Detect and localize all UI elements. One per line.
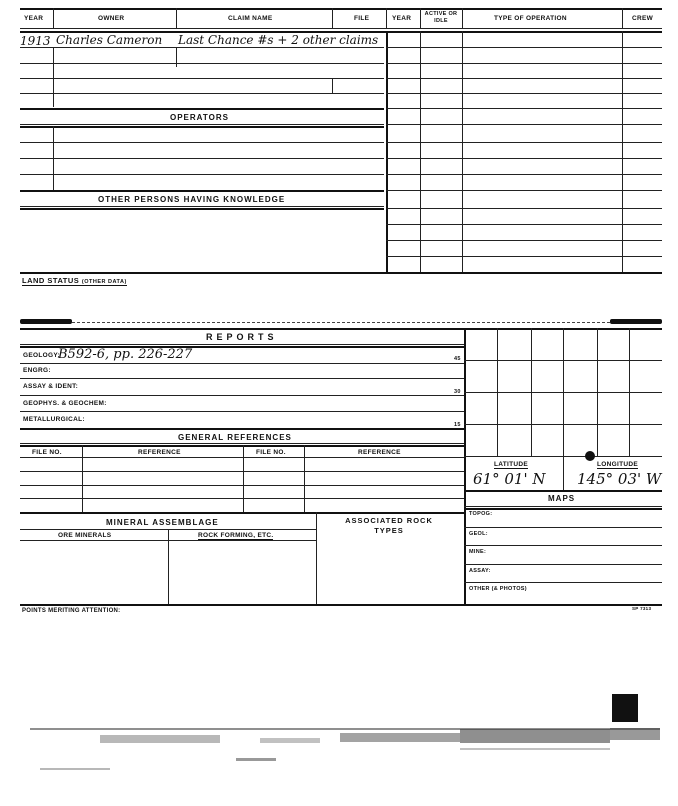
general-references-heading: GENERAL REFERENCES xyxy=(178,433,292,442)
entry-claim-name: Last Chance #s + 2 other claims xyxy=(178,33,379,47)
latitude-label: LATITUDE xyxy=(494,461,529,468)
maps-heading: MAPS xyxy=(548,494,576,503)
operators-heading: OPERATORS xyxy=(170,113,229,122)
header-claim-name: CLAIM NAME xyxy=(228,15,273,22)
land-status-label: LAND STATUS xyxy=(22,276,80,285)
land-status-sub: (OTHER DATA) xyxy=(81,279,127,285)
ore-minerals-label: ORE MINERALS xyxy=(58,532,112,539)
maps-mine-label: MINE: xyxy=(469,549,487,555)
form-code: SP 7313 xyxy=(632,606,652,611)
longitude-value: 145° 03' W xyxy=(577,470,662,488)
assay-label: ASSAY & IDENT: xyxy=(23,383,79,390)
other-persons-heading: OTHER PERSONS HAVING KNOWLEDGE xyxy=(98,195,286,204)
metallurgical-label: METALLURGICAL: xyxy=(23,416,85,423)
scale-30: 30 xyxy=(454,389,461,395)
ref-file-no-1: FILE NO. xyxy=(32,449,62,456)
geology-label: GEOLOGY: xyxy=(23,352,60,359)
rock-forming-label: ROCK FORMING, ETC. xyxy=(198,532,274,539)
header-crew: CREW xyxy=(632,15,654,22)
ref-file-no-2: FILE NO. xyxy=(256,449,286,456)
latitude-value: 61° 01' N xyxy=(473,470,546,488)
scale-15: 15 xyxy=(454,422,461,428)
header-type-of-operation: TYPE OF OPERATION xyxy=(494,15,567,22)
associated-rock-types-heading: ASSOCIATED ROCK TYPES xyxy=(345,516,433,535)
maps-assay-label: ASSAY: xyxy=(469,568,491,574)
header-file: FILE xyxy=(354,15,370,22)
entry-owner: Charles Cameron xyxy=(56,33,163,47)
geology-value: B592-6, pp. 226-227 xyxy=(58,347,193,362)
entry-year: 1913 xyxy=(20,34,51,48)
ref-reference-2: REFERENCE xyxy=(358,449,401,456)
maps-topog-label: TOPOG: xyxy=(469,511,493,517)
grid-marker-dot xyxy=(585,451,595,461)
scale-45: 45 xyxy=(454,356,461,362)
maps-geol-label: GEOL: xyxy=(469,531,488,537)
header-year: YEAR xyxy=(24,15,44,22)
header-active-or-idle: ACTIVE OR IDLE xyxy=(424,11,458,24)
geophys-label: GEOPHYS. & GEOCHEM: xyxy=(23,400,107,407)
ref-reference-1: REFERENCE xyxy=(138,449,181,456)
header-year-2: YEAR xyxy=(392,15,412,22)
longitude-label: LONGITUDE xyxy=(597,461,638,468)
land-status-heading xyxy=(22,276,127,286)
header-owner: OWNER xyxy=(98,15,125,22)
engrg-label: ENGRG: xyxy=(23,367,51,374)
maps-other-label: OTHER (& PHOTOS) xyxy=(469,586,527,592)
reports-heading: REPORTS xyxy=(206,332,278,342)
points-meriting-label: POINTS MERITING ATTENTION: xyxy=(22,608,121,614)
mineral-assemblage-heading: MINERAL ASSEMBLAGE xyxy=(106,518,219,527)
